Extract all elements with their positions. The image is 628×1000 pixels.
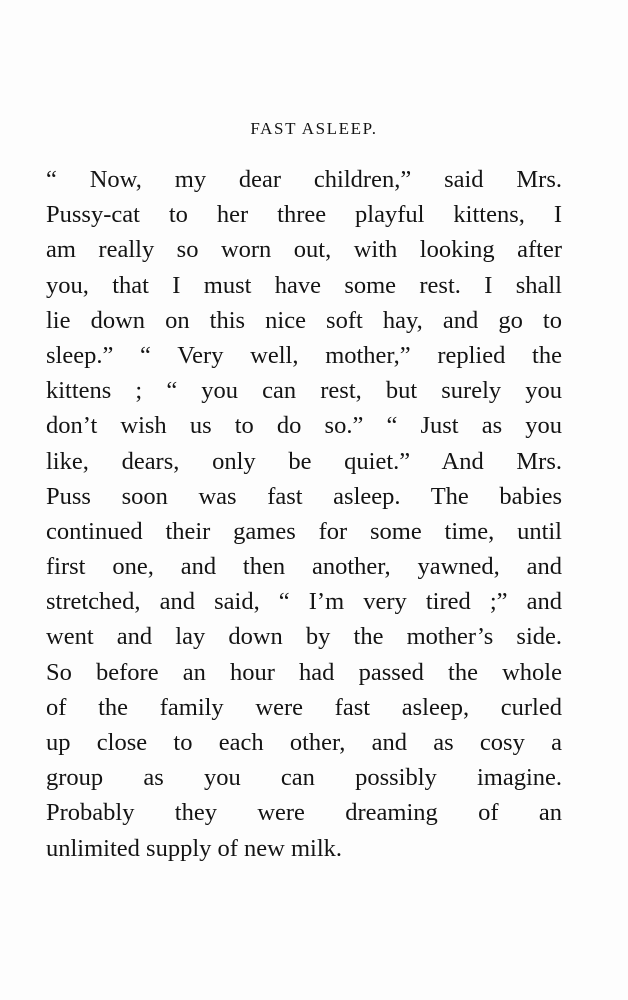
text-line: unlimited supply of new milk. [46, 834, 343, 862]
story-paragraph [46, 162, 562, 866]
text-line: went and lay down by the mother’s side. [46, 623, 562, 651]
text-line: first one, and then another, yawned, and [46, 553, 562, 581]
text-line: you, that I must have some rest. I shall [46, 271, 562, 299]
text-line: Puss soon was fast asleep. The babies [46, 482, 562, 510]
text-line: am really so worn out, with looking after [46, 236, 562, 264]
text-line: don’t wish us to do so.” “ Just as you [46, 412, 562, 440]
text-line: lie down on this nice soft hay, and go to [46, 306, 562, 334]
text-line: kittens ; “ you can rest, but surely you [46, 377, 562, 405]
text-line: “ Now, my dear children,” said Mrs. [46, 166, 562, 193]
text-line: group as you can possibly imagine. [46, 764, 562, 792]
text-line: like, dears, only be quiet.” And Mrs. [46, 447, 562, 475]
text-line: continued their games for some time, until [46, 517, 562, 545]
text-line: So before an hour had passed the whole [46, 658, 562, 686]
page-heading: FAST ASLEEP. [250, 119, 378, 138]
text-line: sleep.” “ Very well, mother,” replied the [46, 341, 562, 369]
text-line: Pussy-cat to her three playful kittens, I [46, 201, 562, 229]
text-line: of the family were fast asleep, curled [46, 693, 562, 721]
text-line: up close to each other, and as cosy a [46, 729, 562, 756]
text-line: stretched, and said, “ I’m very tired ;” and [46, 588, 562, 616]
text-line: Probably they were dreaming of an [46, 799, 562, 827]
